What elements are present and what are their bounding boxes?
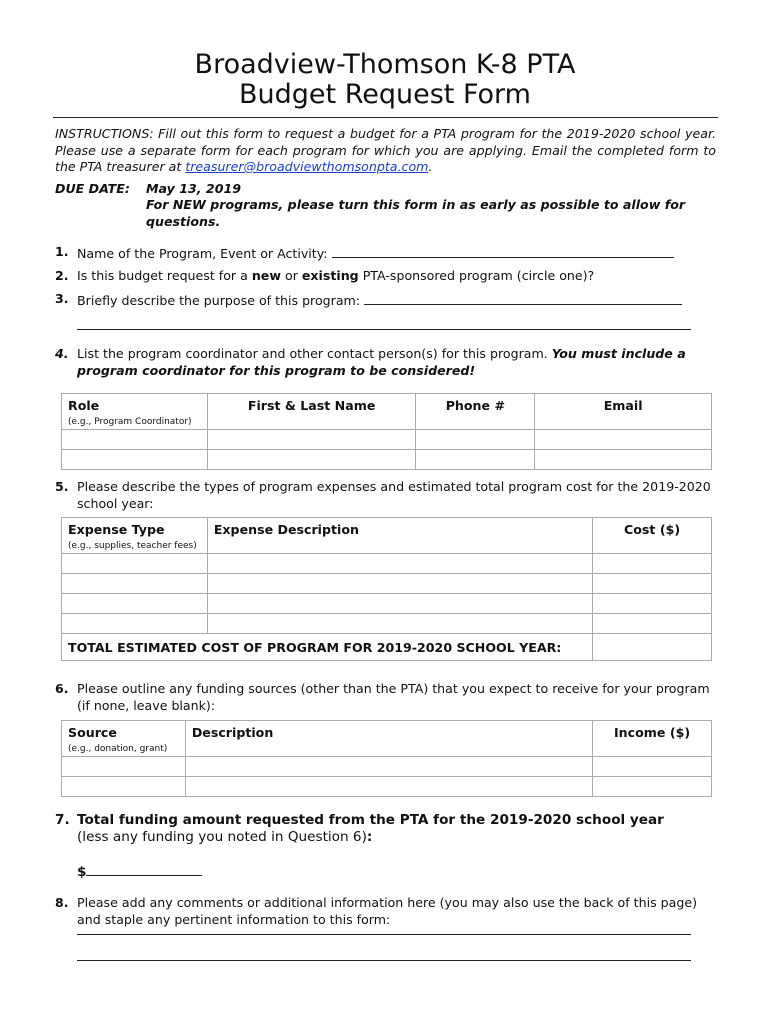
source-cell[interactable] bbox=[62, 777, 186, 797]
cost-cell[interactable] bbox=[593, 554, 712, 574]
requested-amount-field[interactable] bbox=[86, 862, 202, 876]
header-name: First & Last Name bbox=[207, 394, 416, 430]
phone-cell[interactable] bbox=[416, 430, 535, 450]
instructions-text: INSTRUCTIONS: Fill out this form to request a budget for a PTA program for the 2019-2020 school year. Please use a separate form for each program for which you are applying. Email the completed form to the PTA treasurer at bbox=[55, 126, 716, 174]
funding-table bbox=[61, 720, 712, 797]
expense-description-cell[interactable] bbox=[207, 614, 592, 634]
email-cell[interactable] bbox=[535, 430, 712, 450]
table-row bbox=[62, 574, 712, 594]
requested-amount bbox=[77, 862, 202, 880]
header-cost: Cost ($) bbox=[593, 518, 712, 554]
program-name-field[interactable] bbox=[332, 244, 674, 258]
comments-line-1[interactable] bbox=[77, 934, 691, 935]
header-role: Role (e.g., Program Coordinator) bbox=[62, 394, 208, 430]
header-expense-description: Expense Description bbox=[207, 518, 592, 554]
table-row bbox=[62, 594, 712, 614]
expense-type-cell[interactable] bbox=[62, 554, 208, 574]
funding-description-cell[interactable] bbox=[185, 757, 592, 777]
source-cell[interactable] bbox=[62, 757, 186, 777]
option-existing[interactable]: existing bbox=[301, 268, 359, 283]
due-date-note: For NEW programs, please turn this form in as early as possible to allow for questions. bbox=[146, 197, 686, 229]
table-row bbox=[62, 554, 712, 574]
header-source: Source (e.g., donation, grant) bbox=[62, 721, 186, 757]
contacts-table bbox=[61, 393, 712, 470]
title-divider bbox=[53, 117, 718, 118]
name-cell[interactable] bbox=[207, 430, 416, 450]
header-email: Email bbox=[535, 394, 712, 430]
funding-description-cell[interactable] bbox=[185, 777, 592, 797]
header-expense-type: Expense Type (e.g., supplies, teacher fees) bbox=[62, 518, 208, 554]
expense-description-cell[interactable] bbox=[207, 594, 592, 614]
cost-cell[interactable] bbox=[593, 574, 712, 594]
expense-description-cell[interactable] bbox=[207, 554, 592, 574]
expense-table bbox=[61, 517, 712, 661]
comments-line-2[interactable] bbox=[77, 960, 691, 961]
email-cell[interactable] bbox=[535, 450, 712, 470]
cost-cell[interactable] bbox=[593, 594, 712, 614]
income-cell[interactable] bbox=[593, 757, 712, 777]
form-title-line2: Budget Request Form bbox=[239, 79, 531, 110]
due-date-value: May 13, 2019 bbox=[146, 181, 241, 196]
table-row bbox=[62, 450, 712, 470]
funding-header-row bbox=[62, 721, 712, 757]
instructions: INSTRUCTIONS: Fill out this form to request a budget for a PTA program for the 2019-2020 school year. Please use a separate form for each program for which you are applying. Email the completed form to the PTA treasurer at treasurer@broadviewthomsonpta.com. bbox=[55, 126, 716, 174]
option-new[interactable]: new bbox=[251, 268, 281, 283]
expense-type-cell[interactable] bbox=[62, 574, 208, 594]
table-row bbox=[62, 614, 712, 634]
cost-cell[interactable] bbox=[593, 614, 712, 634]
role-cell[interactable] bbox=[62, 450, 208, 470]
program-purpose-field[interactable] bbox=[364, 291, 682, 305]
expense-description-cell[interactable] bbox=[207, 574, 592, 594]
role-cell[interactable] bbox=[62, 430, 208, 450]
program-purpose-line-2[interactable] bbox=[77, 329, 691, 330]
total-cost-label: TOTAL ESTIMATED COST OF PROGRAM FOR 2019-2020 SCHOOL YEAR: bbox=[62, 634, 593, 661]
table-row bbox=[62, 757, 712, 777]
expense-header-row bbox=[62, 518, 712, 554]
total-row bbox=[62, 634, 712, 661]
treasurer-email-link[interactable]: treasurer@broadviewthomsonpta.com bbox=[185, 159, 429, 174]
income-cell[interactable] bbox=[593, 777, 712, 797]
due-date-label: DUE DATE: bbox=[55, 181, 130, 196]
table-row bbox=[62, 430, 712, 450]
header-phone: Phone # bbox=[416, 394, 535, 430]
table-row bbox=[62, 777, 712, 797]
name-cell[interactable] bbox=[207, 450, 416, 470]
total-cost-cell[interactable] bbox=[593, 634, 712, 661]
form-title-line1: Broadview-Thomson K-8 PTA bbox=[194, 49, 576, 80]
contacts-header-row bbox=[62, 394, 712, 430]
phone-cell[interactable] bbox=[416, 450, 535, 470]
header-funding-description: Description bbox=[185, 721, 592, 757]
header-income: Income ($) bbox=[593, 721, 712, 757]
expense-type-cell[interactable] bbox=[62, 614, 208, 634]
expense-type-cell[interactable] bbox=[62, 594, 208, 614]
dollar-sign: $ bbox=[77, 864, 87, 880]
